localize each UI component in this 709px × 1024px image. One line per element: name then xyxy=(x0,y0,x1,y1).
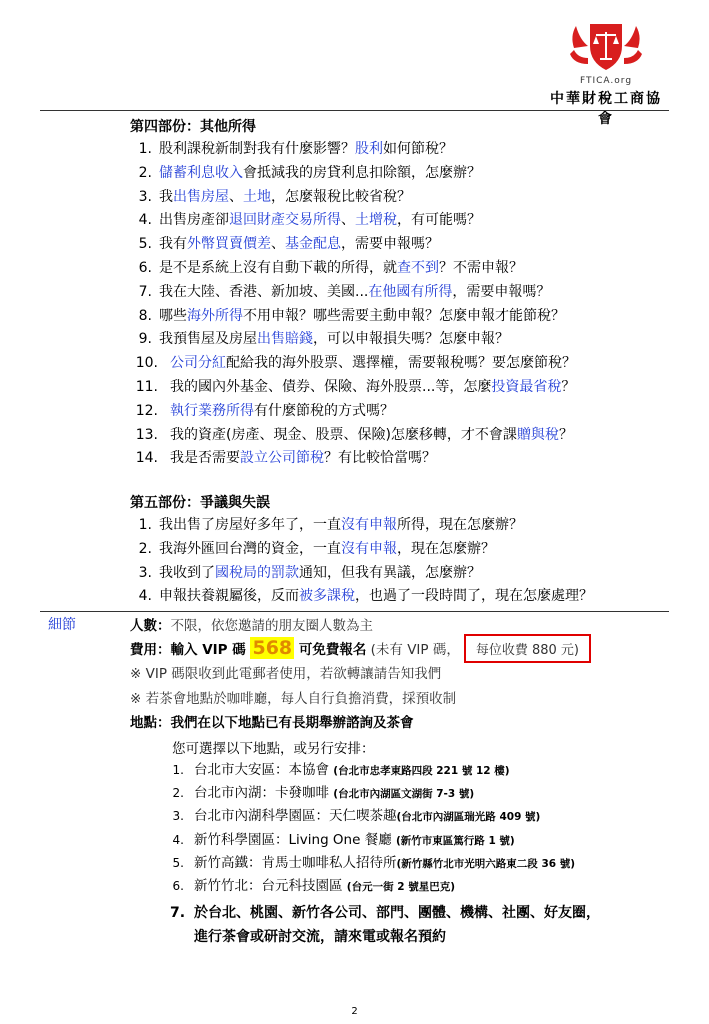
fee-highlight-box: 每位收費 880 元) xyxy=(464,634,591,663)
location-name: 新竹竹北：台元科技園區 xyxy=(194,877,347,894)
question-text: 是不是系統上沒有自動下載的所得，就 xyxy=(159,259,397,276)
question-text: 我在大陸、香港、新加坡、美國... xyxy=(159,283,369,300)
question-highlight: 查不到 xyxy=(397,259,439,276)
question-highlight: 海外所得 xyxy=(187,307,243,324)
question-highlight: 外幣買賣價差 xyxy=(187,236,271,253)
question-item xyxy=(130,585,670,609)
location-address: (台北市內湖區文湖街 7-3 號) xyxy=(333,788,475,801)
question-number: 2. xyxy=(138,540,152,557)
part4-title: 第四部份：其他所得 xyxy=(130,119,256,135)
question-item xyxy=(130,281,670,305)
question-text: ？ xyxy=(558,426,573,443)
location-address: (新竹縣竹北市光明六路東二段 36 號) xyxy=(396,857,576,870)
question-text: 我出售了房屋好多年了，一直 xyxy=(159,517,341,533)
question-number: 3. xyxy=(138,564,152,581)
question-text: 出售房產卻 xyxy=(159,212,229,229)
location-number: 5. xyxy=(172,855,184,870)
question-item xyxy=(130,424,670,448)
question-highlight: 出售賠錢 xyxy=(257,331,313,348)
question-text: ，有可能嗎？ xyxy=(397,212,481,229)
question-item xyxy=(130,233,670,257)
question-number: 11. xyxy=(135,378,158,395)
question-text: 所得，現在怎麼辦？ xyxy=(397,517,523,533)
location-address: (台元一街 2 號星巴克) xyxy=(346,880,456,893)
location-address: (新竹市東區篤行路 1 號) xyxy=(396,834,515,847)
location-name: 台北市內湖：卡發咖啡 xyxy=(194,785,334,802)
location-name: 新竹高鐵：肯馬士咖啡私人招待所 xyxy=(194,854,397,871)
question-item xyxy=(130,209,670,233)
question-number: 8. xyxy=(138,307,152,324)
question-text: ？不需申報？ xyxy=(439,259,523,276)
question-highlight: 沒有申報 xyxy=(341,517,397,533)
organization-name: 中華財稅工商協會 xyxy=(550,91,662,127)
question-text: 、 xyxy=(341,212,355,229)
question-text: 我是否需要 xyxy=(170,450,240,467)
header-logo xyxy=(546,18,666,127)
location-item xyxy=(170,829,670,852)
part5-title: 第五部份：爭議與失誤 xyxy=(130,495,270,511)
question-number: 6. xyxy=(138,259,152,276)
question-text: ，現在怎麼辦？ xyxy=(397,540,495,557)
question-item xyxy=(130,305,670,329)
location-number: 2. xyxy=(172,786,184,801)
location-row xyxy=(130,711,414,731)
location-item xyxy=(170,852,670,875)
question-number: 1. xyxy=(138,141,152,157)
location-address: (台北市內湖區瑞光路 409 號) xyxy=(396,811,541,824)
question-highlight: 贈與稅 xyxy=(516,426,559,443)
question-text: 有什麼節稅的方式嗎？ xyxy=(254,402,394,419)
fee-note: (未有 VIP 碼， xyxy=(366,642,460,658)
location-item-7 xyxy=(170,901,600,949)
question-item xyxy=(130,257,670,281)
header-divider xyxy=(40,110,669,111)
fee-prefix: 輸入 VIP 碼 xyxy=(170,642,251,658)
question-number: 13. xyxy=(135,426,158,443)
question-number: 7. xyxy=(138,283,152,300)
location-label: 地點： xyxy=(130,715,171,731)
question-highlight: 土增稅 xyxy=(355,212,397,229)
question-item xyxy=(130,376,670,400)
question-highlight: 在他國有所得 xyxy=(368,283,453,300)
location-name: 台北市大安區：本協會 xyxy=(194,762,334,778)
question-number: 12. xyxy=(135,402,158,419)
question-item xyxy=(130,328,670,352)
question-number: 4. xyxy=(138,212,152,229)
question-number: 10. xyxy=(135,355,158,372)
location-name: 新竹科學園區：Living One 餐廳 xyxy=(194,831,396,848)
location-intro: 我們在以下地點已有長期舉辦諮詢及茶會 xyxy=(170,715,414,731)
question-item xyxy=(130,186,670,210)
question-text: ，可以申報損失嗎？怎麼申報？ xyxy=(313,331,509,348)
fee-free-text: 可免費報名 xyxy=(294,642,367,658)
location-7-line2: 進行茶會或研討交流，請來電或報名預約 xyxy=(194,929,446,945)
question-highlight: 沒有申報 xyxy=(341,540,397,557)
question-number: 1. xyxy=(138,517,152,533)
location-address: (台北市忠孝東路四段 221 號 12 樓) xyxy=(333,765,510,777)
location-number: 4. xyxy=(172,832,184,847)
question-text: 配給我的海外股票、選擇權，需要報稅嗎？要怎麼節稅？ xyxy=(226,355,576,372)
ftica-shield-logo-icon xyxy=(566,18,646,74)
question-highlight: 公司分紅 xyxy=(170,355,226,372)
question-text: ，需要申報嗎？ xyxy=(452,283,551,300)
cafe-note: ※ 若茶會地點於咖啡廳，每人自行負擔消費，採預收制 xyxy=(130,691,457,707)
question-text: 申報扶養親屬後，反而 xyxy=(159,588,299,605)
location-7-line1: 於台北、桃園、新竹各公司、部門、團體、機構、社團、好友圈， xyxy=(194,905,600,921)
question-number: 14. xyxy=(135,450,158,467)
location-item xyxy=(170,875,670,898)
question-text: 我的資產(房產、現金、股票、保險)怎麼移轉，才不會課 xyxy=(170,426,517,443)
question-text: 我 xyxy=(159,188,173,205)
question-text: ，怎麼報稅比較省稅？ xyxy=(271,188,411,205)
question-item xyxy=(130,562,670,586)
question-highlight: 設立公司節稅 xyxy=(240,450,324,467)
question-number: 9. xyxy=(138,331,152,348)
page-number: 2 xyxy=(351,1006,358,1017)
question-highlight: 退回財產交易所得 xyxy=(229,212,341,229)
question-text: 不用申報？哪些需要主動申報？怎麼申報才能節稅？ xyxy=(243,307,565,324)
question-highlight: 基金配息 xyxy=(285,236,341,253)
question-text: 我預售屋及房屋 xyxy=(159,331,257,348)
question-item xyxy=(130,162,670,186)
attendees-value: 不限，依您邀請的朋友圈人數為主 xyxy=(170,618,373,634)
location-number: 6. xyxy=(172,878,184,893)
question-highlight: 投資最省稅 xyxy=(491,378,562,395)
question-highlight: 國稅局的罰款 xyxy=(215,564,299,581)
question-item xyxy=(130,352,670,376)
location-item xyxy=(170,759,670,782)
question-text: ？ xyxy=(561,378,576,395)
question-item xyxy=(130,447,670,471)
question-text: 我收到了 xyxy=(159,564,215,581)
question-number: 5. xyxy=(138,236,152,253)
fee-row xyxy=(130,634,591,663)
attendees-label: 人數： xyxy=(130,618,171,634)
question-text: 、 xyxy=(229,188,243,205)
fee-label: 費用： xyxy=(130,642,171,658)
question-text: 我的國內外基金、債券、保險、海外股票...等，怎麼 xyxy=(170,378,492,395)
location-number: 1. xyxy=(172,763,184,777)
question-text: ，也過了一段時間了，現在怎麼處理？ xyxy=(355,588,593,605)
location-name: 台北市內湖科學園區：天仁喫茶趣 xyxy=(194,808,397,825)
attendees-row xyxy=(130,614,373,634)
part4-question-list xyxy=(130,138,670,471)
question-highlight: 土地 xyxy=(243,188,271,205)
vip-note: ※ VIP 碼限收到此電郵者使用，若欲轉讓請告知我們 xyxy=(130,666,442,682)
question-text: 會抵減我的房貸利息扣除額，怎麼辦？ xyxy=(243,164,481,181)
question-text: ，需要申報嗎？ xyxy=(341,236,439,253)
question-item xyxy=(130,538,670,562)
question-highlight: 出售房屋 xyxy=(173,188,229,205)
logo-url-text: FTICA.org xyxy=(579,76,633,86)
question-number: 3. xyxy=(138,188,152,205)
question-item xyxy=(130,138,670,162)
question-text: 、 xyxy=(271,236,285,253)
part5-question-list xyxy=(130,514,670,609)
location-choose: 您可選擇以下地點，或另行安排： xyxy=(172,741,375,757)
question-text: 如何節稅？ xyxy=(383,141,453,157)
question-text: 我海外匯回台灣的資金，一直 xyxy=(159,540,341,557)
question-item xyxy=(130,514,670,538)
question-highlight: 執行業務所得 xyxy=(170,402,254,419)
question-item xyxy=(130,400,670,424)
question-number: 2. xyxy=(138,164,152,181)
question-text: 我有 xyxy=(159,236,187,253)
question-number: 4. xyxy=(138,588,152,605)
location-list xyxy=(170,759,670,898)
question-text: 股利課稅新制對我有什麼影響？ xyxy=(159,141,355,157)
question-text: ？有比較恰當嗎？ xyxy=(324,450,436,467)
location-item xyxy=(170,805,670,828)
question-highlight: 被多課稅 xyxy=(299,588,355,605)
vip-code: 568 xyxy=(252,637,293,659)
question-highlight: 儲蓄利息收入 xyxy=(159,164,243,181)
question-text: 通知，但我有異議，怎麼辦？ xyxy=(299,564,481,581)
details-label: 細節 xyxy=(48,617,76,633)
location-7-num: 7. xyxy=(170,905,186,921)
location-item xyxy=(170,782,670,805)
details-divider xyxy=(40,611,669,612)
question-text: 哪些 xyxy=(159,307,187,324)
question-highlight: 股利 xyxy=(355,141,383,157)
location-number: 3. xyxy=(172,809,184,824)
